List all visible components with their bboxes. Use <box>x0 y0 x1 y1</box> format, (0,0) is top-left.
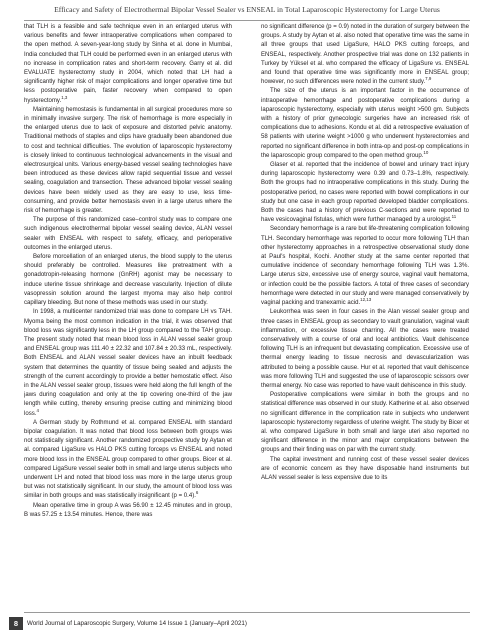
paragraph <box>24 308 232 418</box>
paragraph-text: The size of the uterus is an important factor in the occurrence of intraoperative hemorrhage and postoperative complications during a laparoscopic hysterectomy, especially with uterus weight >500 gm. Subjects with a history of prior gynecologic surgeries have an increased risk of complications due to adhesions. Kondu et al. did a retrospective evaluation of 58 patients with uterine weight >1000 g who underwent hysterectomies and reported no significant difference in both intra-op and post-op complications in the laparoscopic group compared to the open method group. <box>261 88 469 159</box>
paragraph <box>261 161 469 225</box>
page-number: 8 <box>9 617 23 630</box>
paragraph <box>24 419 232 502</box>
paragraph-text: A German study by Rothmund et al. compared ENSEAL with standard bipolar coagulation. It was noted that blood loss between both groups was not statistically significant. Another randomized prospective study by Aytan et al. compared LigaSure vs HALO PKS cutting forceps vs ENSEAL and noted more blood loss in the ENSEAL group compared to other groups. Bicer et al. compared LigaSure vessel sealer both in small and large uterus subjects who underwent LH and noted that blood loss was more in the large uterus group but was not statistically significant. In our study, the amount of blood loss was similar in both groups and was statistically insignificant (p = 0.4). <box>24 419 232 500</box>
paragraph-text: In 1998, a multicenter randomized trial was done to compare LH vs TAH. Myoma being the most common indication in the trial, it was observed that blood loss was significantly less in the LH group compared to the TAH group. The present study noted that mean blood loss in ALAN vessel sealer group and ENSEAL group was 111.40 ± 22.32 and 107.84 ± 20.33 mL, respectively. Both ENSEAL and ALAN vessel sealer devices have an inbuilt feedback system that determines the quantity of tissue being sealed and adjusts the strength of the current accordingly to provide a better hemostatic effect. Also in the ALAN vessel sealer group, tissues were held along the full length of the jaws during coagulation and only at the tip covering one-third of the jaw length while cutting, thereby ensuring precise cutting and minimizing blood loss. <box>24 309 232 417</box>
citation: 11 <box>451 214 457 220</box>
header-rule <box>24 20 470 21</box>
running-header: Efficacy and Safety of Electrothermal Bipolar Vessel Sealer vs ENSEAL in Total Laparoscopic Hysterectomy for Large Uterus <box>54 5 440 14</box>
citation: 10 <box>423 149 429 155</box>
citation: 1,3 <box>61 94 68 100</box>
right-column <box>261 23 469 608</box>
paragraph: Mean operative time in group A was 56.90 ± 12.45 minutes and in group, B was 57.25 ± 13.54 minutes. Hence, there was <box>24 502 232 518</box>
citation: 12,13 <box>360 297 372 303</box>
paragraph-text: that TLH is a feasible and safe technique even in an enlarged uterus with various benefits and fewer intraoperative complications when compared to the open method. A seven-year-long study by Sinha et al. done in Mumbai, India concluded that TLH could be performed even in an enlarged uterus with no increase in complication rates and short-term recovery. Garry et al. did EVALUATE hysterectomy study in 2004, which noted that LH had a significantly higher risk of major complications and longer operative time but less postoperative pain, faster recovery when compared to open hysterectomy. <box>24 24 232 104</box>
paragraph: Before morcellation of an enlarged uterus, the blood supply to the uterus should preferably be controlled. Measures like pretreatment with a gonadotropin-releasing hormone (GnRH) agonist may be necessary to induce uterine tissue shrinkage and decrease vascularity. Injection of dilute vasopressin solution around the largest myoma may also help control capillary bleeding. But none of these methods was used in our study. <box>24 254 232 307</box>
paragraph <box>261 225 469 308</box>
citation: 7,9 <box>425 76 432 82</box>
paragraph: The purpose of this randomized case–control study was to compare one such indigenous electrothermal bipolar vessel sealing device, ALAN vessel sealer with ENSEAL with respect to safety, efficacy, and perioperative outcomes in the enlarged uterus. <box>24 217 232 251</box>
paragraph-text: no significant difference (p = 0.9) noted in the duration of surgery between the groups. A study by Aytan et al. also noted that operative time was the same in all three groups that used LigaSure, HALO PKS cutting forceps, and ENSEAL, respectively. Another prospective trial was done on 132 patients in Turkey by Yüksel et al. who compared the efficacy of LigaSure vs. ENSEAL and found that operative time was significantly more in ENSEAL group; however, no such differences were noted in the current study. <box>261 24 469 86</box>
paragraph: Leukorrhea was seen in four cases in the Alan vessel sealer group and three cases in ENSEAL group as secondary to vault granulation, vaginal vault inflammation, or excessive tissue charring. All the cases were treated conservatively with a course of oral and local antibiotics. Vault dehiscence following TLH is an infrequent but devastating complication. Excessive use of thermal energy leading to tissue necrosis and devascularization was attributed to being a possible cause. Hur et al. reported that vault dehiscence was more following TLH and suggested the use of laparoscopic scissors over thermal energy. No case was reported to have vault dehiscence in this study. <box>261 309 469 389</box>
citation: 4 <box>36 407 39 413</box>
paragraph: Maintaining hemostasis is fundamental in all surgical procedures more so in minimally invasive surgery. The risk of hemorrhage is more especially in the enlarged uterus due to lack of exposure and distorted pelvic anatomy. Traditional methods of staples and clips have gradually been abandoned due to cost and technical difficulties. The evolution of laparoscopic hysterectomy is closely linked to continuous technological advancements in the visual and electrosurgical units. Various energy-based vessel sealing technologies have been introduced as these devices allow rapid sequential tissue and vessel sealing, coagulation and transection. These advanced bipolar vessel sealing devices have been widely used as they are easy to use, less time-consuming, and provide better hemostasis even in a large uterus where the risk of hemorrhage is greater. <box>24 106 232 215</box>
journal-citation: World Journal of Laparoscopic Surgery, Volume 14 Issue 1 (January–April 2021) <box>27 620 247 627</box>
footer-rule <box>24 612 470 613</box>
paragraph <box>261 87 469 161</box>
paragraph <box>24 23 232 106</box>
paragraph-text: Secondary hemorrhage is a rare but life-threatening complication following TLH. Secondary hemorrhage was reported to occur more following TLH than other hysterectomy approaches in a retrospective observational study done at Paul's hospital, Kochi. Another study at the same center reported that cumulative incidence of secondary hemorrhage following TLH was 1.3%. Large uterus size, excessive use of energy source, vaginal vault hematoma, or infection could be the possible factors. A total of three cases of secondary hemorrhage were detected in our study and were managed conservatively by vaginal packing and tranexamic acid. <box>261 226 469 307</box>
paragraph: Postoperative complications were similar in both the groups and no statistical difference was observed in our study. Katherine et al. also observed no significant difference in the complication rate in subjects who underwent laparoscopic hysterectomy regardless of uterine weight. The study by Bicer et al. who compared LigaSure in both small and large uteri also reported no significant difference in the minor and major complications between the groups and their finding was on par with the current study. <box>261 392 469 454</box>
paragraph: The capital investment and running cost of these vessel sealer devices are of economic concern as they have disposable hand instruments but ALAN vessel sealer is less expensive due to its <box>261 456 469 481</box>
left-column <box>24 23 232 608</box>
paragraph <box>261 23 469 87</box>
citation: 6 <box>195 490 199 496</box>
paragraph-text: Glaser et al. reported that the incidence of bowel and urinary tract injury during laparoscopic hysterectomy were 0.39 and 0.73–1.8%, respectively. Both the groups had no intraoperative complications in this study. During the postoperative period, no cases were reported with bowel complications in our study but one case in each group reported developed bladder complications. Both the cases had a history of previous C-sections and were reported to have vesicovaginal fistulas, which were further managed by a urologist. <box>261 162 469 224</box>
